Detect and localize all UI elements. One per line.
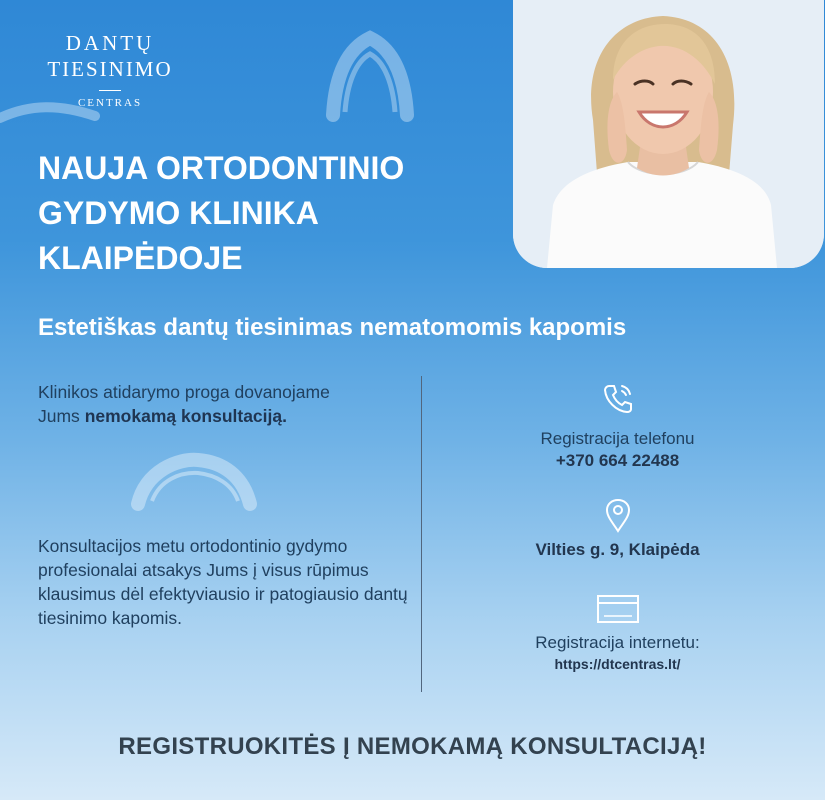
location-pin-icon	[440, 497, 795, 533]
address-text: Vilties g. 9, Klaipėda	[535, 540, 700, 559]
free-consultation-highlight: nemokamą konsultaciją.	[84, 406, 287, 426]
logo-divider	[99, 90, 121, 91]
subtitle: Estetiškas dantų tiesinimas nematomomis kapomis	[38, 314, 627, 341]
aligner-decoration-top	[315, 20, 425, 130]
description-text: Konsultacijos metu ortodontinio gydymo profesionalai atsakys Jums į visus rūpimus klausimus dėl efektyviausio ir patogiausio dantų tiesinimo kapomis.	[38, 536, 408, 628]
phone-icon	[440, 380, 795, 416]
call-to-action[interactable]: REGISTRUOKITĖS Į NEMOKAMĄ KONSULTACIJĄ!	[118, 733, 707, 760]
smiling-woman-illustration	[513, 0, 824, 268]
phone-contact[interactable]	[440, 380, 795, 472]
intro-line-1: Klinikos atidarymo proga dovanojame	[38, 382, 330, 402]
online-contact[interactable]	[440, 594, 795, 674]
title-line-1: NAUJA ORTODONTINIO	[38, 150, 405, 186]
title-line-2: GYDYMO KLINIKA	[38, 195, 319, 231]
website-link[interactable]: https://dtcentras.lt/	[554, 656, 681, 672]
phone-number[interactable]: +370 664 22488	[555, 451, 680, 470]
browser-window-icon	[440, 594, 795, 624]
page-title	[38, 146, 488, 281]
intro-text	[38, 380, 418, 428]
title-line-3: KLAIPĖDOJE	[38, 240, 243, 276]
online-label: Registracija internetu:	[535, 633, 700, 652]
hero-photo	[513, 0, 824, 268]
address-contact[interactable]	[440, 497, 795, 561]
logo-line-2: TIESINIMO	[47, 57, 173, 81]
column-divider	[421, 376, 422, 692]
intro-prefix: Jums	[38, 406, 85, 426]
logo-line-3: CENTRAS	[77, 97, 143, 109]
phone-label: Registracija telefonu	[540, 429, 695, 448]
logo-line-1: DANTŲ	[65, 31, 155, 55]
brand-logo[interactable]	[30, 30, 190, 109]
aligner-decoration-mid	[128, 446, 258, 516]
